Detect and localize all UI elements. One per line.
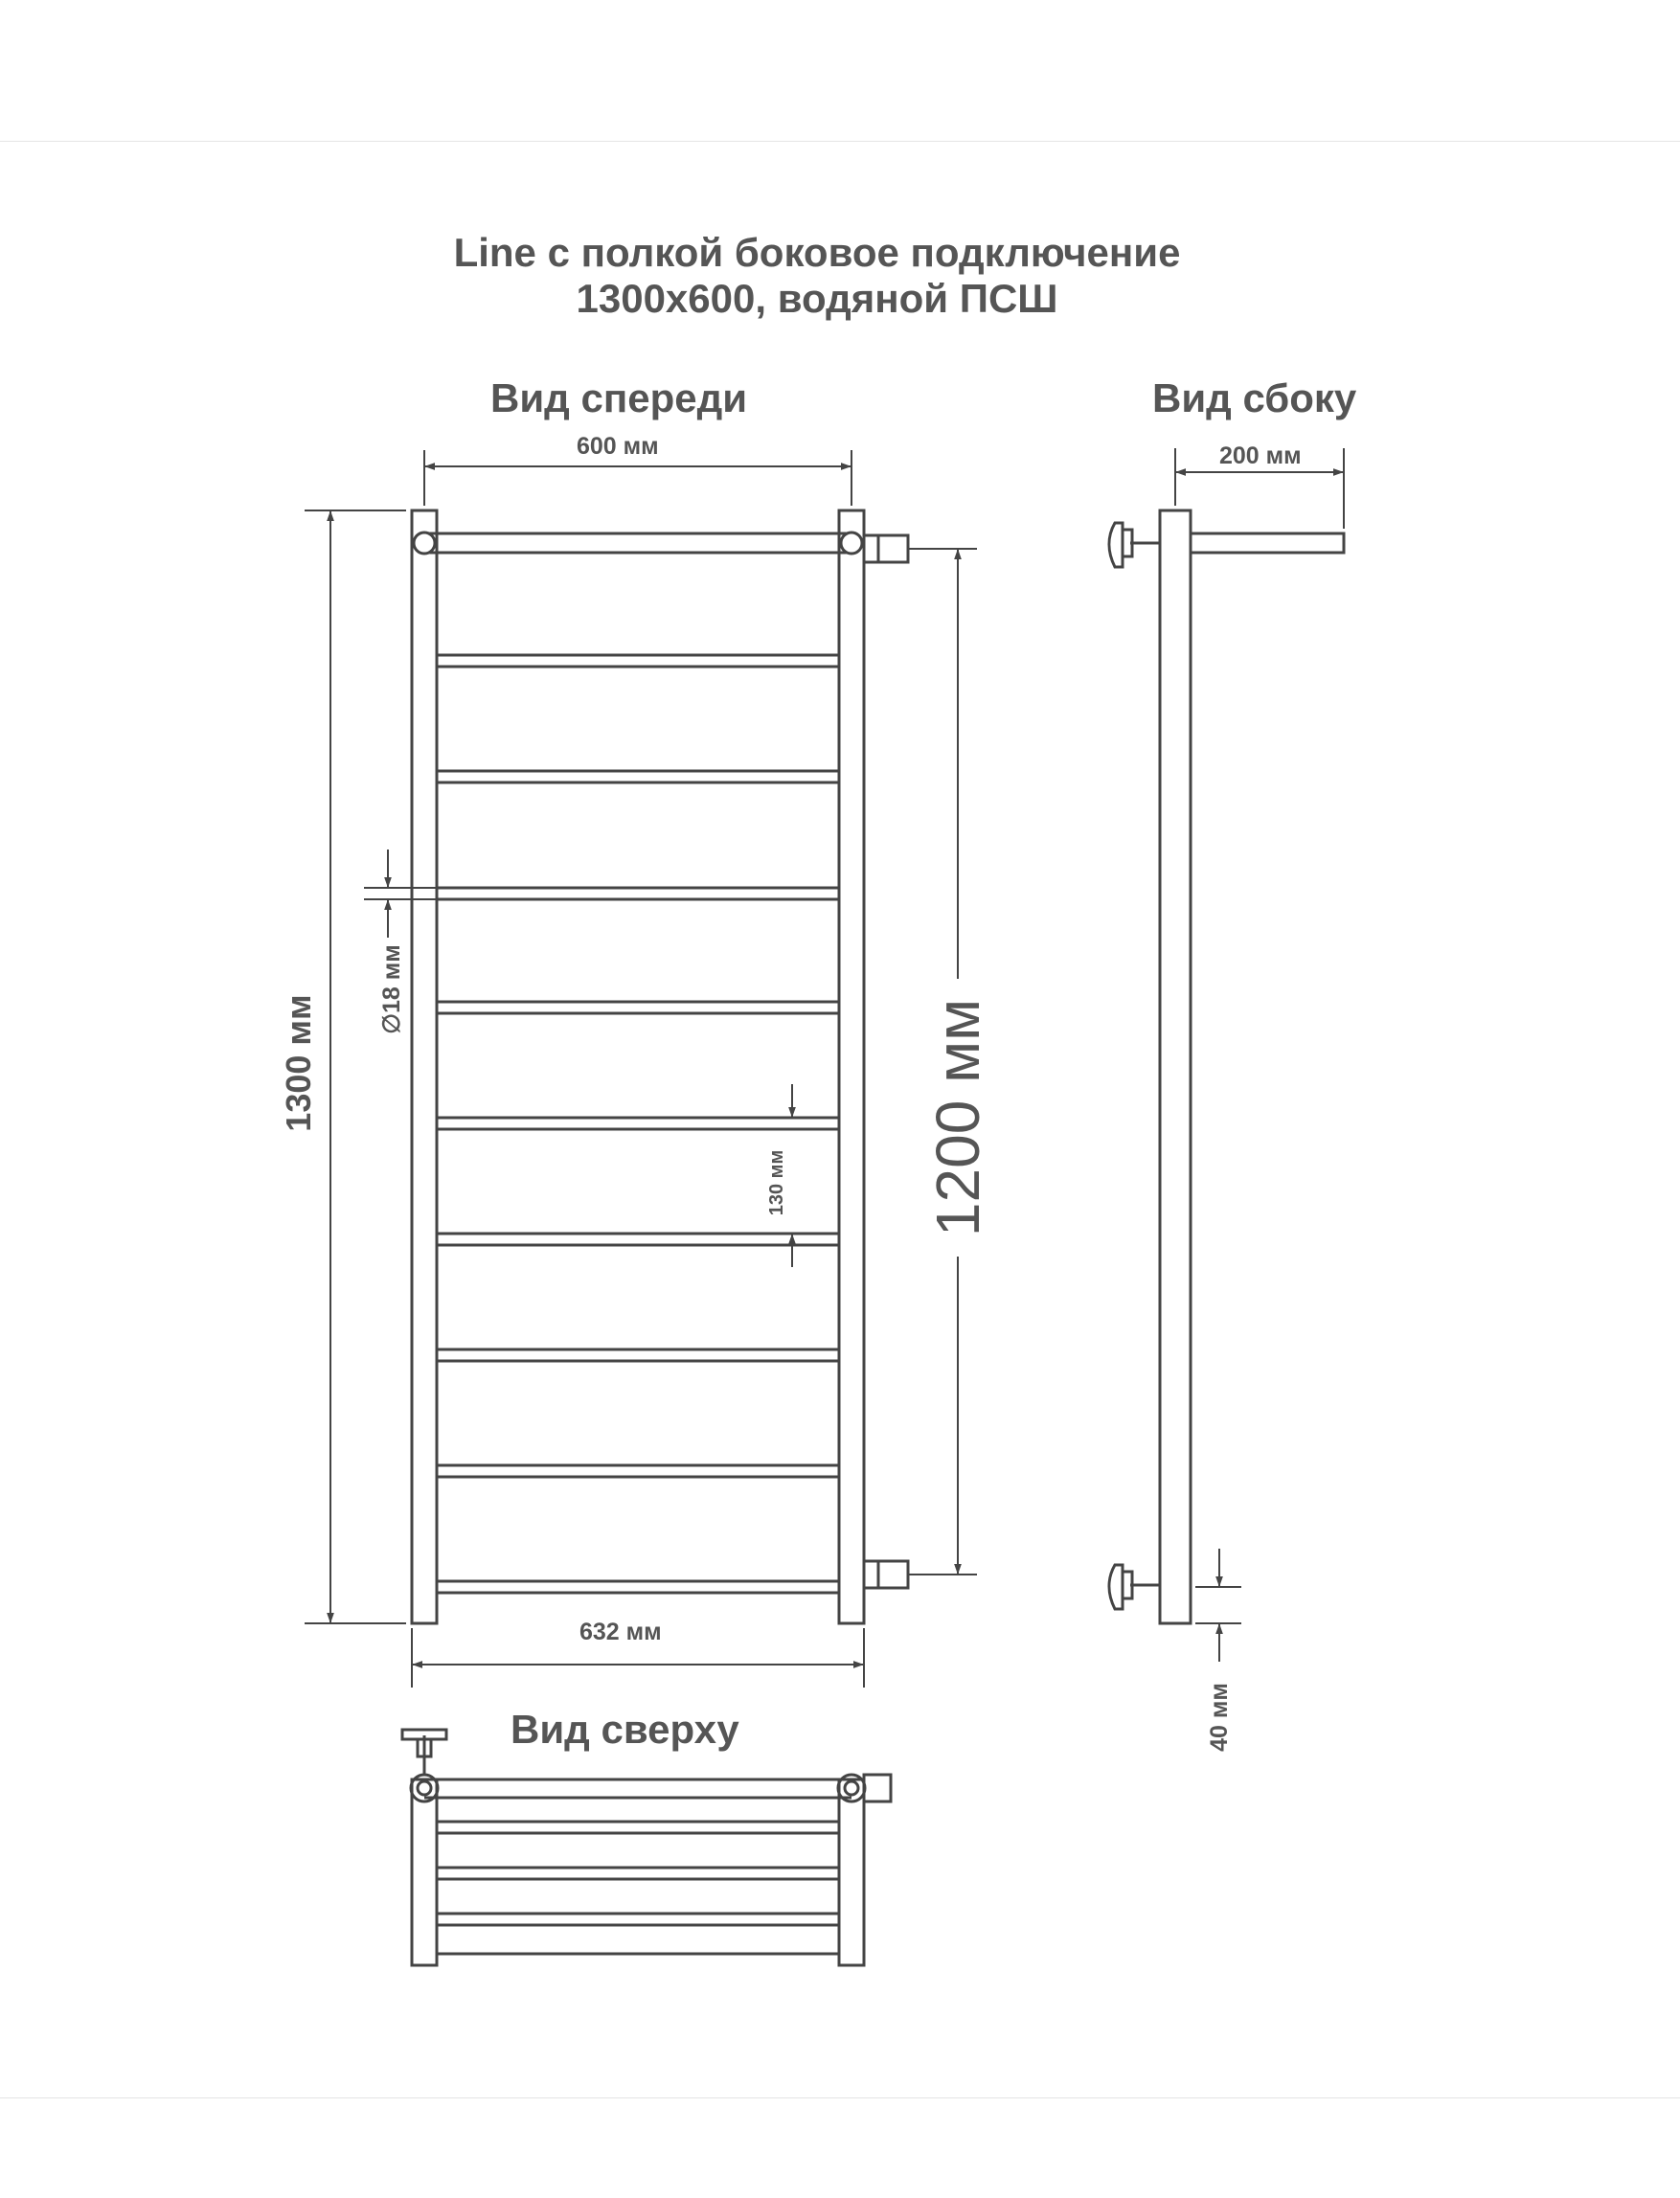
top-connection-fitting [864, 535, 908, 562]
shelf-front-bar [431, 533, 845, 553]
rung [437, 1349, 839, 1361]
top-wall-mount [1109, 523, 1123, 567]
rung [437, 1465, 839, 1477]
title-line-2: 1300x600, водяной ПСШ [576, 276, 1058, 321]
top-right-tube-end [841, 533, 862, 554]
top-right-upright [839, 1779, 864, 1965]
title-line-1: Line с полкой боковое подключение [453, 230, 1181, 275]
right-upright [839, 510, 864, 1623]
rung [437, 1118, 839, 1129]
side-upright [1160, 510, 1191, 1623]
rung [437, 1002, 839, 1013]
rung [437, 771, 839, 782]
bottom-wall-mount [1109, 1565, 1123, 1609]
dim-200: 200 мм [1219, 442, 1302, 469]
dim-1200: 1200 мм [923, 998, 992, 1237]
front-view-dimensions [305, 450, 977, 1688]
rung [437, 1581, 839, 1593]
side-shelf [1191, 533, 1344, 553]
rung [437, 888, 839, 899]
front-view-label: Вид спереди [490, 375, 748, 420]
dim-600: 600 мм [577, 433, 659, 460]
front-view [412, 510, 908, 1623]
top-left-upright [412, 1779, 437, 1965]
bottom-connection-fitting [864, 1561, 908, 1588]
side-view-label: Вид сбоку [1152, 375, 1357, 420]
side-view [1109, 510, 1344, 1623]
dim-130: 130 мм [766, 1149, 787, 1216]
left-upright [412, 510, 437, 1623]
dim-1300: 1300 мм [279, 994, 318, 1132]
top-view-label: Вид сверху [511, 1707, 739, 1752]
dim-18-diameter: ∅18 мм [378, 944, 405, 1034]
dim-40: 40 мм [1206, 1683, 1233, 1752]
rung [437, 655, 839, 667]
dim-632: 632 мм [579, 1619, 662, 1645]
top-view [402, 1730, 891, 1965]
top-left-tube-end [414, 533, 435, 554]
top-view-fitting [864, 1775, 891, 1801]
side-view-dimensions [1175, 448, 1344, 1662]
